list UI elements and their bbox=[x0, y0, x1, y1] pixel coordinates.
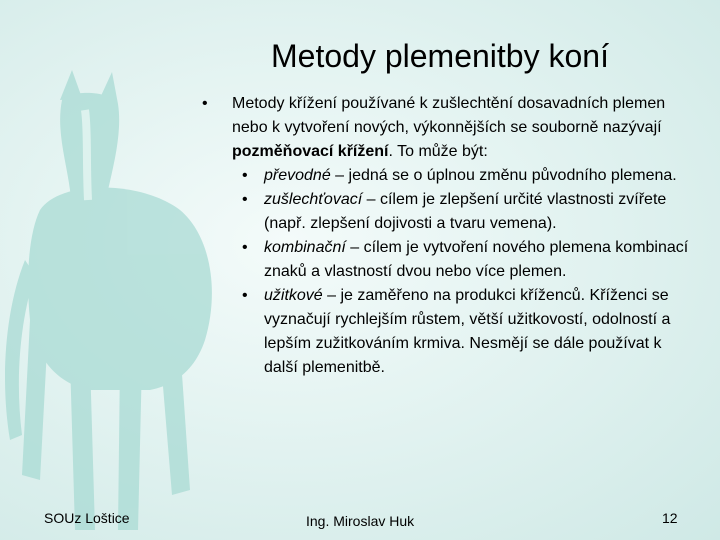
item-term: užitkové bbox=[264, 287, 323, 304]
sub-item-text bbox=[264, 284, 696, 380]
footer-page-number: 12 bbox=[662, 510, 678, 526]
sub-item-text bbox=[264, 236, 696, 284]
sub-bullet-marker: • bbox=[242, 239, 248, 256]
item-term: převodné bbox=[264, 167, 331, 184]
item-description: – je zaměřeno na produkci kříženců. Kříženci se vyznačují rychlejším růstem, větší užitkovostí, odolností a lepším zužitkováním krmiva. Nesmějí se dále používat k další plemenitbě. bbox=[264, 287, 671, 376]
sub-bullet-item bbox=[238, 236, 696, 284]
sub-bullet-marker: • bbox=[242, 287, 248, 304]
item-term: kombinační bbox=[264, 239, 346, 256]
slide-content bbox=[196, 92, 696, 380]
intro-text bbox=[232, 92, 696, 164]
item-term: zušlechťovací bbox=[264, 191, 363, 208]
sub-item-text bbox=[264, 164, 696, 188]
intro-bold-term: pozměňovací křížení bbox=[232, 143, 389, 160]
intro-bullet-item bbox=[196, 92, 696, 164]
item-description: – cílem je zlepšení určité vlastnosti zvířete (např. zlepšení dojivosti a tvaru vemena). bbox=[264, 191, 667, 232]
sub-bullet-item bbox=[238, 164, 696, 188]
sub-item-text bbox=[264, 188, 696, 236]
intro-text-part: Metody křížení používané k zušlechtění dosavadních plemen nebo k vytvoření nových, výkonnějších se souborně nazývají bbox=[232, 95, 666, 136]
bullet-marker: • bbox=[202, 95, 208, 112]
sub-bullet-marker: • bbox=[242, 167, 248, 184]
sub-bullet-marker: • bbox=[242, 191, 248, 208]
sub-bullet-item bbox=[238, 188, 696, 236]
item-description: – cílem je vytvoření nového plemena kombinací znaků a vlastností dvou nebo více plemen. bbox=[264, 239, 689, 280]
intro-text-end: . To může být: bbox=[388, 143, 488, 160]
footer-author: Ing. Miroslav Huk bbox=[306, 513, 415, 529]
footer-school: SOUz Loštice bbox=[44, 510, 130, 526]
item-description: – jedná se o úplnou změnu původního plemena. bbox=[330, 167, 677, 184]
sub-bullet-item bbox=[238, 284, 696, 380]
slide-title: Metody plemenitby koní bbox=[271, 38, 609, 74]
